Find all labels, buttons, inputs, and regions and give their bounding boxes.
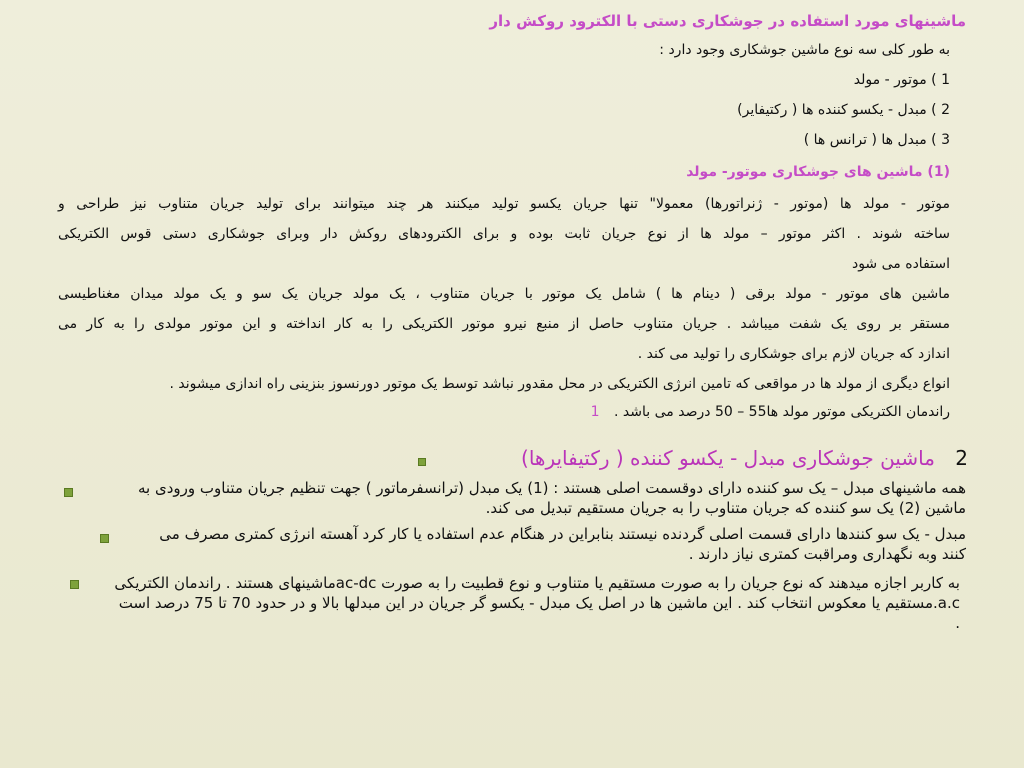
intro-line: به طور کلی سه نوع ماشین جوشکاری وجود دارد : [659,42,950,58]
list-item: 2 ) مبدل - یکسو کننده ها ( رکتیفایر) [737,102,950,118]
para2-line: مستقر بر روی یک شفت میباشد . جریان متناوب حاصل از منبع نیرو موتور الکتریکی را به کار انداخته و این موتور مولدی را به کار می [58,316,950,332]
bullet-item: به کاربر اجازه میدهند که نوع جریان را به صورت مستقیم یا متناوب و نوع قطبیت را به صورت ac-dcماشینهای هستند . راندمان الکتریکی a.c.مستقیم یا معکوس انتخاب کند . این ماشین ها در اصل یک مبدل - یکسو گر جریان در این مبدلها بالا و در حدود 70 تا 75 درصد است . [114,574,960,632]
bullet-icon [100,534,109,543]
para1-line: ساخته شوند . اکثر موتور – مولد ها از نوع جریان ثابت بوده و برای الکترودهای روکش دار وبرای جوشکاری دستی قوس الکتریکی [58,226,950,242]
bullet-icon [64,488,73,497]
para3-line [591,404,950,420]
bullet-item: مبدل - یک سو کنندها دارای قسمت اصلی گردنده نیستند بنابراین در هنگام عدم استفاده یا کار کرد آهسته انرژی کمتری مصرف می کنند وبه نگهداری ومراقبت کمتری نیاز دارند . [159,525,966,563]
slide-title: ماشینهای مورد استفاده در جوشکاری دستی با الکترود روکش دار [489,12,966,30]
bullet-item: همه ماشینهای مبدل – یک سو کننده دارای دوقسمت اصلی هستند : (1) یک مبدل (ترانسفرماتور ) جهت تنظیم جریان متناوب ورودی به ماشین (2) یک سو کننده که جریان متناوب را به جریان مستقیم تبدیل می کند. [137,479,966,517]
section2-title: ماشین جوشکاری مبدل - یکسو کننده ( رکتیفایرها) [521,446,935,470]
section2-number: 2 [955,446,968,470]
para1-line: استفاده می شود [851,256,950,272]
para1-line: موتور - مولد ها (موتور - ژنراتورها) معمولا" تنها جریان یکسو تولید میکنند هر چند میتوانند برای تولید جریان متناوب نیز طراحی و [58,196,950,212]
para2-line: ماشین های موتور - مولد برقی ( دینام ها ) شامل یک موتور با جریان متناوب ، یک مولد جریان یک سو و یک مولد میدان مغناطیسی [58,286,950,302]
bullet-icon [70,580,79,589]
para3-text: راندمان الکتریکی موتور مولد ها55 – 50 درصد می باشد . [614,404,950,420]
para3-marker: 1 [590,404,600,420]
section2-heading [521,446,968,470]
para3-line: انواع دیگری از مولد ها در مواقعی که تامین انرژی الکتریکی در محل مقدور نباشد توسط یک موتور دورنسوز بنزینی راه اندازی میشوند . [169,376,950,392]
para2-line: اندازد که جریان لازم برای جوشکاری را تولید می کند . [637,346,950,362]
list-item: 3 ) مبدل ها ( ترانس ها ) [803,132,950,148]
section1-heading: (1) ماشین های جوشکاری موتور- مولد [686,164,950,180]
section2-bullet-icon [418,458,426,466]
list-item: 1 ) موتور - مولد [853,72,950,88]
